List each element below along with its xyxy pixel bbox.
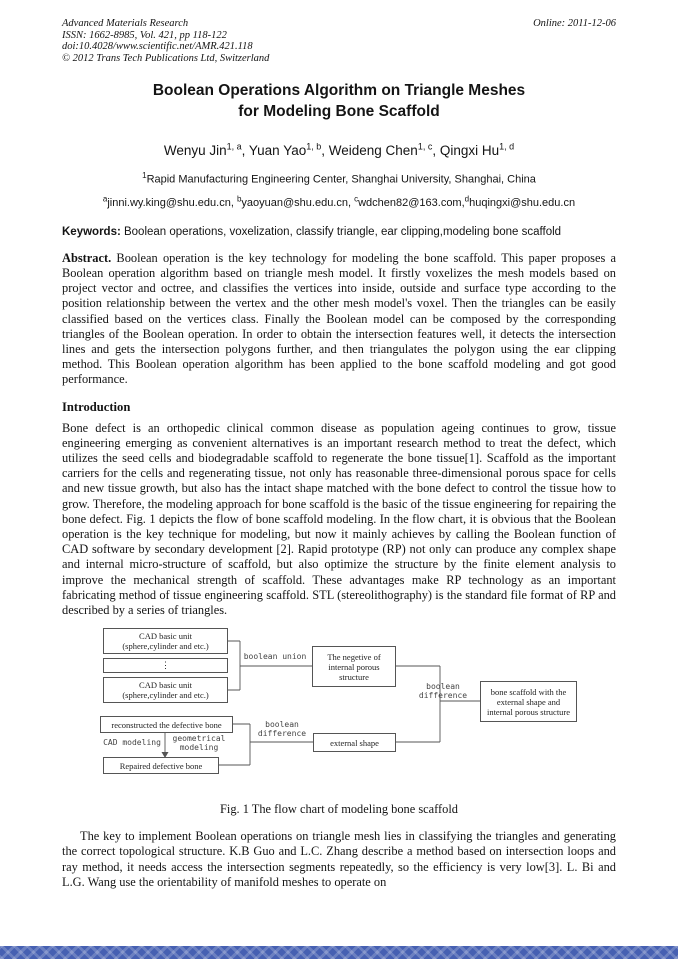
flowchart-box-reconstructed-bone <box>100 716 233 733</box>
author-name: Yuan Yao <box>248 142 307 158</box>
email-sup: a <box>102 194 108 204</box>
affiliation-line <box>62 169 616 187</box>
flowchart-label-boolean-difference-left <box>251 720 313 738</box>
box-text: (sphere,cylinder and etc.) <box>122 690 209 701</box>
email-text: jinni.wy.king@shu.edu.cn, <box>107 196 237 209</box>
author-separator: , <box>432 142 440 158</box>
author <box>164 143 249 158</box>
email-sup: c <box>354 194 359 204</box>
journal-doi: doi:10.4028/www.scientific.net/AMR.421.118 <box>62 41 253 52</box>
online-date: Online: 2011-12-06 <box>533 18 616 29</box>
box-text: The negetive of <box>327 651 381 662</box>
box-text: external shape and <box>496 696 561 707</box>
keywords-text: Boolean operations, voxelization, classify triangle, ear clipping,modeling bone scaffold <box>120 225 562 238</box>
paper-title <box>62 80 616 122</box>
box-text: Repaired defective bone <box>119 760 203 771</box>
email-sup: d <box>464 194 470 204</box>
introduction-paragraph: Bone defect is an orthopedic clinical common disease as population ageing continues to grow, tissue engineering emerging as convenient alternatives is an important research method to treat the defect, which utilizes the seed cells and biodegradable scaffold to regenerate the bone tissue[1]. Scaffold as the important carriers for the cells and regenerating tissue, not only has reasonable three-dimensional porous space for cells and new tissue growth, but also has the intact shape matched with the bone defect to control the tissue how to grow. Therefore, the modeling approach for bone scaffold is the basic of the tissue engineering for repairing the bone defect. Fig. 1 depicts the flow of bone scaffold modeling. In the flow chart, it is obvious that the Boolean operation is the key technique for modeling, but now it mainly achieves by calling the Boolean function of CAD software by secondary development [2]. Rapid prototype (RP) not only can produce any complex shape and internal micro-structure of scaffold, but also optimize the structure by the finite element analysis to improve the mechanical strength of scaffold. These advantages make RP technology as an important fabricating method of tissue engineering scaffold. STL (stereolithography) is the standard file format of RP and described by a series of triangles. <box>62 420 616 618</box>
abstract-text: Boolean operation is the key technology for modeling the bone scaffold. This paper proposes a Boolean operation algorithm based on triangle mesh model. It firstly voxelizes the mesh models based on project vector and octree, and classifies the vertices into inside, outside and surface type according to the position relationship between the vertex and the other mesh model's voxel. Then the triangles can be easily classified based on the vertices class. Finally the Boolean model can be composed by the corresponding triangles of the Boolean operation. In order to obtain the intersection features well, it detects the intersection lines and gets the intersection polygons further, and then triangulates the polygon using the ear clipping method. This Boolean operation algorithm has been applied to the bone scaffold modeling and got good performance. <box>62 250 616 387</box>
author-sup: 1, a <box>226 141 242 151</box>
authors-line <box>62 138 616 159</box>
flowchart-label-cad-modeling: CAD modeling <box>103 738 161 748</box>
journal-header <box>62 18 616 64</box>
vertical-ellipsis-icon: ⋮ <box>161 660 170 671</box>
email <box>464 194 576 209</box>
author-sup: 1, b <box>306 141 322 151</box>
body-paragraph: The key to implement Boolean operations on triangle mesh lies in classifying the triangles and generating the correct topological structure. K.B Guo and L.C. Zhang describe a method based on intersection loops and ray method, it needs access the intersection segments repeatedly, so the efficiency is very low[3]. L. Bi and L.G. Wang use the orientability of manifold meshes to operate on <box>62 829 616 889</box>
author-name: Wenyu Jin <box>163 142 227 158</box>
box-text: internal porous structure <box>486 706 571 717</box>
abstract-label: Abstract. <box>62 250 112 265</box>
box-text: structure <box>339 671 369 682</box>
box-text: bone scaffold with the <box>490 686 567 697</box>
paper-title-line2: for Modeling Bone Scaffold <box>238 103 440 120</box>
flowchart-box-ellipsis <box>103 658 228 673</box>
figure-caption: Fig. 1 The flow chart of modeling bone scaffold <box>219 802 458 817</box>
flowchart-label-boolean-difference-right <box>414 682 472 700</box>
author-sup: 1, c <box>417 141 433 151</box>
paper-title-line1: Boolean Operations Algorithm on Triangle Meshes <box>152 82 526 99</box>
email-sup: b <box>236 194 242 204</box>
author-separator: , <box>241 142 249 158</box>
author-sup: 1, d <box>499 141 515 151</box>
journal-info <box>62 18 269 64</box>
label-line: geometrical <box>172 734 226 744</box>
author <box>329 143 440 158</box>
author-name: Weideng Chen <box>328 142 418 158</box>
flowchart-label-geometrical-modeling <box>168 734 230 752</box>
flowchart-box-cad-basic-unit-2 <box>103 677 228 703</box>
keywords-line <box>62 225 616 239</box>
email <box>102 194 237 209</box>
label-line: modeling <box>179 743 219 753</box>
journal-issn: ISSN: 1662-8985, Vol. 421, pp 118-122 <box>62 29 227 41</box>
affiliation-text: Rapid Manufacturing Engineering Center, Shanghai University, Shanghai, China <box>146 173 536 186</box>
box-text: CAD basic unit <box>139 631 192 642</box>
abstract-paragraph <box>62 251 616 388</box>
keywords-label: Keywords: <box>62 225 121 238</box>
email-text: wdchen82@163.com, <box>358 196 465 209</box>
author <box>249 143 329 158</box>
flowchart-box-repaired-bone <box>103 757 219 774</box>
affiliation-sup: 1 <box>142 170 147 180</box>
flowchart-box-bone-scaffold-result <box>480 681 577 722</box>
box-text: (sphere,cylinder and etc.) <box>122 641 209 652</box>
emails-line <box>62 192 616 210</box>
section-heading-introduction: Introduction <box>62 399 131 414</box>
author-name: Qingxi Hu <box>439 142 500 158</box>
author <box>440 143 514 158</box>
email <box>354 194 465 209</box>
email-text: huqingxi@shu.edu.cn <box>469 196 576 209</box>
box-text: internal porous <box>328 661 380 672</box>
box-text: reconstructed the defective bone <box>111 719 222 730</box>
flowchart-box-external-shape <box>313 733 396 752</box>
flowchart-box-negative-porous-structure <box>312 646 396 687</box>
page-content <box>62 18 616 890</box>
label-line: difference <box>257 729 307 739</box>
label-line: boolean <box>426 682 460 692</box>
box-text: external shape <box>330 737 379 748</box>
author-separator: , <box>321 142 329 158</box>
label-line: difference <box>418 691 468 701</box>
footer-decoration-bar <box>0 946 678 959</box>
journal-copyright: © 2012 Trans Tech Publications Ltd, Switzerland <box>62 52 270 64</box>
email-text: yaoyuan@shu.edu.cn, <box>241 196 355 209</box>
flowchart-label-boolean-union: boolean union <box>243 652 307 662</box>
flowchart-box-cad-basic-unit-1 <box>103 628 228 654</box>
label-line: boolean <box>265 720 299 730</box>
email <box>236 194 355 209</box>
figure-flowchart <box>62 626 616 786</box>
box-text: CAD basic unit <box>139 680 192 691</box>
journal-name: Advanced Materials Research <box>62 18 189 29</box>
